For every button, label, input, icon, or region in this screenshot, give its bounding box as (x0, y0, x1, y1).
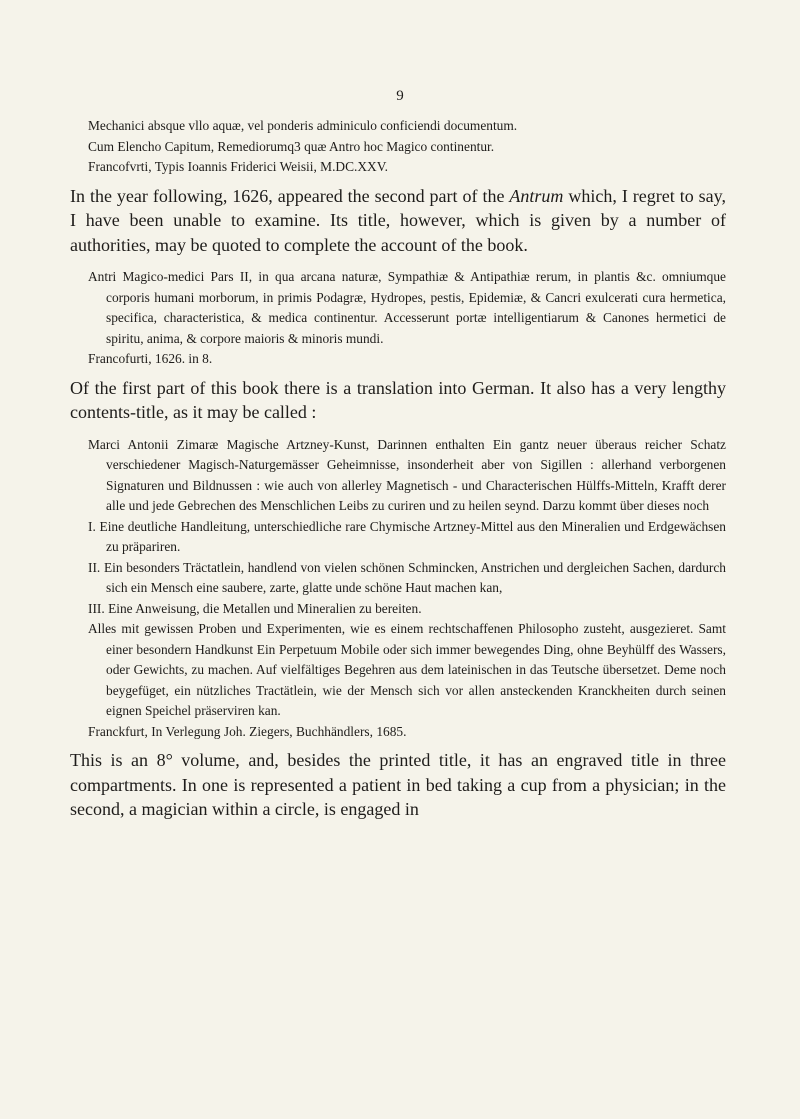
citation-line: Mechanici absque vllo aquæ, vel ponderis adminiculo conficiendi documentum. (88, 118, 518, 133)
citation-list-item: I. Eine deutliche Handleitung, unterschiedliche rare Chymische Artzney-Mittel aus den Mineralien und Erdgewächsen zu präpariren. (88, 518, 726, 554)
para-text: In the year following, 1626, appeared the second part of the (70, 185, 510, 206)
citation-list-item: III. Eine Anweisung, die Metallen und Mineralien zu bereiten. (88, 600, 422, 616)
para-text: which, I regret to say, I have been unable to examine. Its title, however, which is given by a number of authorities, may be quoted to complete the account of the book. (70, 185, 726, 255)
page-content (70, 116, 726, 832)
page-number: 9 (396, 88, 404, 104)
citation-intro: Marci Antonii Zimaræ Magische Artzney-Kunst, Darinnen enthalten Ein gantz neuer überaus reicher Schatz verschiedener Magisch-Naturgemässer Geheimnisse, insonderheit aber von Sigillen : allerhand verborgenen Signaturen und Bildnussen : wie auch von allerley Magnetisch - und Characterischen Hülffs-Mitteln, Krafft derer alle und jede Gebrechen des Menschlichen Leibs zu curiren und zu heilen seynd. Darzu kommt über dieses noch (88, 436, 726, 513)
citation-imprint: Franckfurt, In Verlegung Joh. Ziegers, Buchhändlers, 1685. (88, 723, 407, 739)
italic-title: Antrum (509, 185, 564, 206)
body-paragraph-3: This is an 8° volume, and, besides the printed title, it has an engraved title in three compartments. In one is represented a patient in bed taking a cup from a physician; in the second, a magician within a circle, is engaged in (70, 750, 726, 819)
citation-line: Cum Elencho Capitum, Remediorumq3 quæ Antro hoc Magico continentur. (88, 138, 495, 154)
citation-imprint: Francofurti, 1626. in 8. (88, 351, 213, 366)
citation-text: Antri Magico-medici Pars II, in qua arcana naturæ, Sympathiæ & Antipathiæ rerum, in plantis &c. omniumque corporis humani morborum, in primis Podagræ, Hydropes, pestis, Epidemiæ, & Cancri exulcerati cura hermetica, specifica, characteristica, & medica continentur. Accesserunt portæ intelligentiarum & Canones hermetici de spiritu, anima, & corpore maioris & minoris mundi. (88, 269, 726, 346)
citation-german (88, 435, 726, 743)
citation-list-item: II. Ein besonders Träctatlein, handlend von vielen schönen Schmincken, Anstrichen und dergleichen Sachen, dardurch sich ein Mensch eine saubere, zarte, glatte unde schöne Haut machen kan, (88, 559, 726, 595)
citation-latin-2 (88, 267, 726, 370)
citation-continuation: Alles mit gewissen Proben und Experimenten, wie es einem rechtschaffenen Philosopho zusteht, ausgezieret. Samt einer besondern Handkunst Ein Perpetuum Mobile oder sich immer bewegendes Ding, ohne Beyhülff des Wassers, oder Gewichts, zu machen. Auf vielfältiges Begehren aus dem lateinischen in das Teutsche übersetzet. Deme noch beygefüget, ein nützliches Tractätlein, wie der Mensch sich vor allen ansteckenden Kranckheiten durch seinen eignen Speichel präserviren kan. (88, 621, 726, 718)
citation-line: Francofvrti, Typis Ioannis Friderici Weisii, M.DC.XXV. (88, 159, 388, 174)
body-paragraph-1 (70, 184, 726, 258)
body-paragraph-2: Of the first part of this book there is a translation into German. It also has a very lengthy contents-title, as it may be called : (70, 377, 726, 422)
citation-latin-1 (88, 116, 726, 178)
